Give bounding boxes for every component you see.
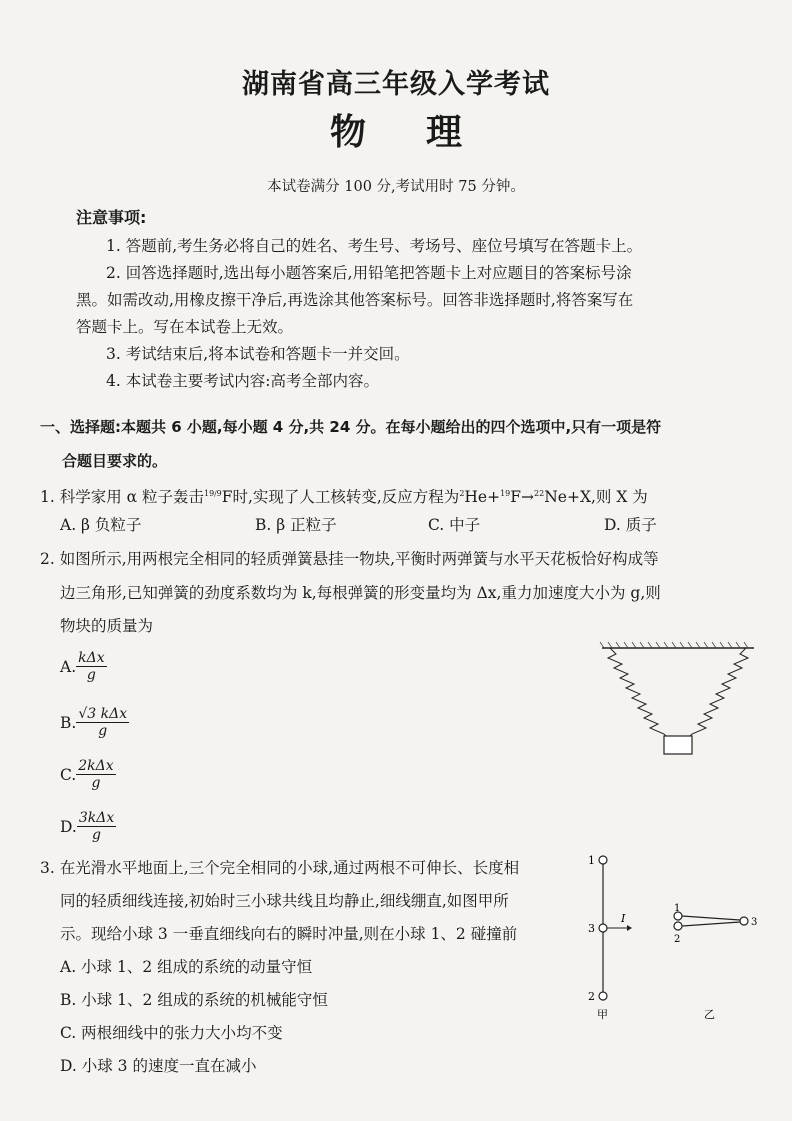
spring-left bbox=[608, 648, 676, 738]
subject-title: 物理 bbox=[329, 112, 522, 153]
label-2: 2 bbox=[674, 934, 681, 945]
label-2: 2 bbox=[588, 990, 595, 1003]
note-item: 1. 答题前,考生务必将自己的姓名、考生号、考场号、座位号填写在答题卡上。 bbox=[106, 237, 643, 255]
q1-option-a: A. β 负粒子 bbox=[60, 516, 142, 534]
q2-option-b: B. $\frac{\text{√3 kΔx}}{g}$ bbox=[60, 706, 128, 739]
label-yi: 乙 bbox=[704, 1008, 715, 1021]
q1-stem-text: 时,实现了人工核转变,反应方程为 bbox=[232, 488, 460, 506]
q3-stem: 3. 在光滑水平地面上,三个完全相同的小球,通过两根不可伸长、长度相 bbox=[40, 859, 520, 877]
q2-option-d: D. $\frac{\text{3kΔx}}{g}$ bbox=[60, 810, 115, 843]
section-heading: 一、选择题:本题共 6 小题,每小题 4 分,共 24 分。在每小题给出的四个选项中,只有一项是符 bbox=[40, 418, 662, 436]
q1-option-b: B. β 正粒子 bbox=[255, 516, 337, 534]
q2-option-a: A. $\frac{\text{kΔx}}{g}$ bbox=[60, 650, 105, 683]
label-3: 3 bbox=[751, 917, 758, 928]
q3-stem: 示。现给小球 3 一垂直细线向右的瞬时冲量,则在小球 1、2 碰撞前 bbox=[60, 925, 518, 943]
q2-stem: 2. 如图所示,用两根完全相同的轻质弹簧悬挂一物块,平衡时两弹簧与水平天花板恰好构成等 bbox=[40, 550, 659, 568]
label-1: 1 bbox=[674, 903, 681, 914]
q2-option-c: C. $\frac{\text{2kΔx}}{g}$ bbox=[60, 758, 114, 791]
balls-figure-yi bbox=[668, 898, 764, 1022]
label-impulse: I bbox=[621, 912, 626, 925]
q3-option-a: A. 小球 1、2 组成的系统的动量守恒 bbox=[60, 958, 313, 976]
note-item: 3. 考试结束后,将本试卷和答题卡一并交回。 bbox=[106, 345, 410, 363]
ball-2 bbox=[599, 992, 607, 1000]
q3-option-d: D. 小球 3 的速度一直在减小 bbox=[60, 1057, 257, 1075]
exam-title: 湖南省高三年级入学考试 bbox=[242, 69, 550, 100]
spring-right bbox=[680, 648, 748, 738]
label-jia: 甲 bbox=[597, 1008, 608, 1021]
block bbox=[664, 736, 692, 754]
label-1: 1 bbox=[588, 854, 595, 867]
section-heading-cont: 合题目要求的。 bbox=[62, 452, 168, 470]
note-item: 2. 回答选择题时,选出每小题答案后,用铅笔把答题卡上对应题目的答案标号涂 bbox=[106, 264, 632, 282]
q1-option-d: D. 质子 bbox=[604, 516, 657, 534]
q3-option-c: C. 两根细线中的张力大小均不变 bbox=[60, 1024, 283, 1042]
spring-figure bbox=[598, 640, 758, 760]
q3-stem: 同的轻质细线连接,初始时三小球共线且均静止,细线绷直,如图甲所 bbox=[60, 892, 509, 910]
exam-info: 本试卷满分 100 分,考试用时 75 分钟。 bbox=[267, 179, 525, 195]
notes-heading: 注意事项: bbox=[76, 208, 147, 227]
q2-stem: 物块的质量为 bbox=[60, 617, 154, 635]
note-item: 黑。如需改动,用橡皮擦干净后,再选涂其他答案标号。回答非选择题时,将答案写在 bbox=[76, 291, 634, 309]
balls-figure-jia bbox=[585, 852, 645, 1022]
q3-option-b: B. 小球 1、2 组成的系统的机械能守恒 bbox=[60, 991, 328, 1009]
q1-stem: 1. 科学家用 α 粒子轰击$^{19/9}$F时,实现了人工核转变,反应方程为$^2$He+$^{19}$F→$^{22}$Ne+X,则 X 为 bbox=[40, 488, 648, 506]
ball-3 bbox=[599, 924, 607, 932]
iso-F19: 19/9 bbox=[204, 489, 222, 498]
ball-2 bbox=[674, 922, 682, 930]
note-item: 答题卡上。写在本试卷上无效。 bbox=[76, 318, 294, 336]
q1-stem-text: 1. 科学家用 α 粒子轰击 bbox=[40, 488, 205, 506]
label-3: 3 bbox=[588, 922, 595, 935]
q2-stem: 边三角形,已知弹簧的劲度系数均为 k,每根弹簧的形变量均为 Δx,重力加速度大小为 g,则 bbox=[60, 584, 661, 602]
ball-1 bbox=[599, 856, 607, 864]
q1-option-c: C. 中子 bbox=[428, 516, 481, 534]
note-item: 4. 本试卷主要考试内容:高考全部内容。 bbox=[106, 372, 379, 390]
ball-3 bbox=[740, 917, 748, 925]
